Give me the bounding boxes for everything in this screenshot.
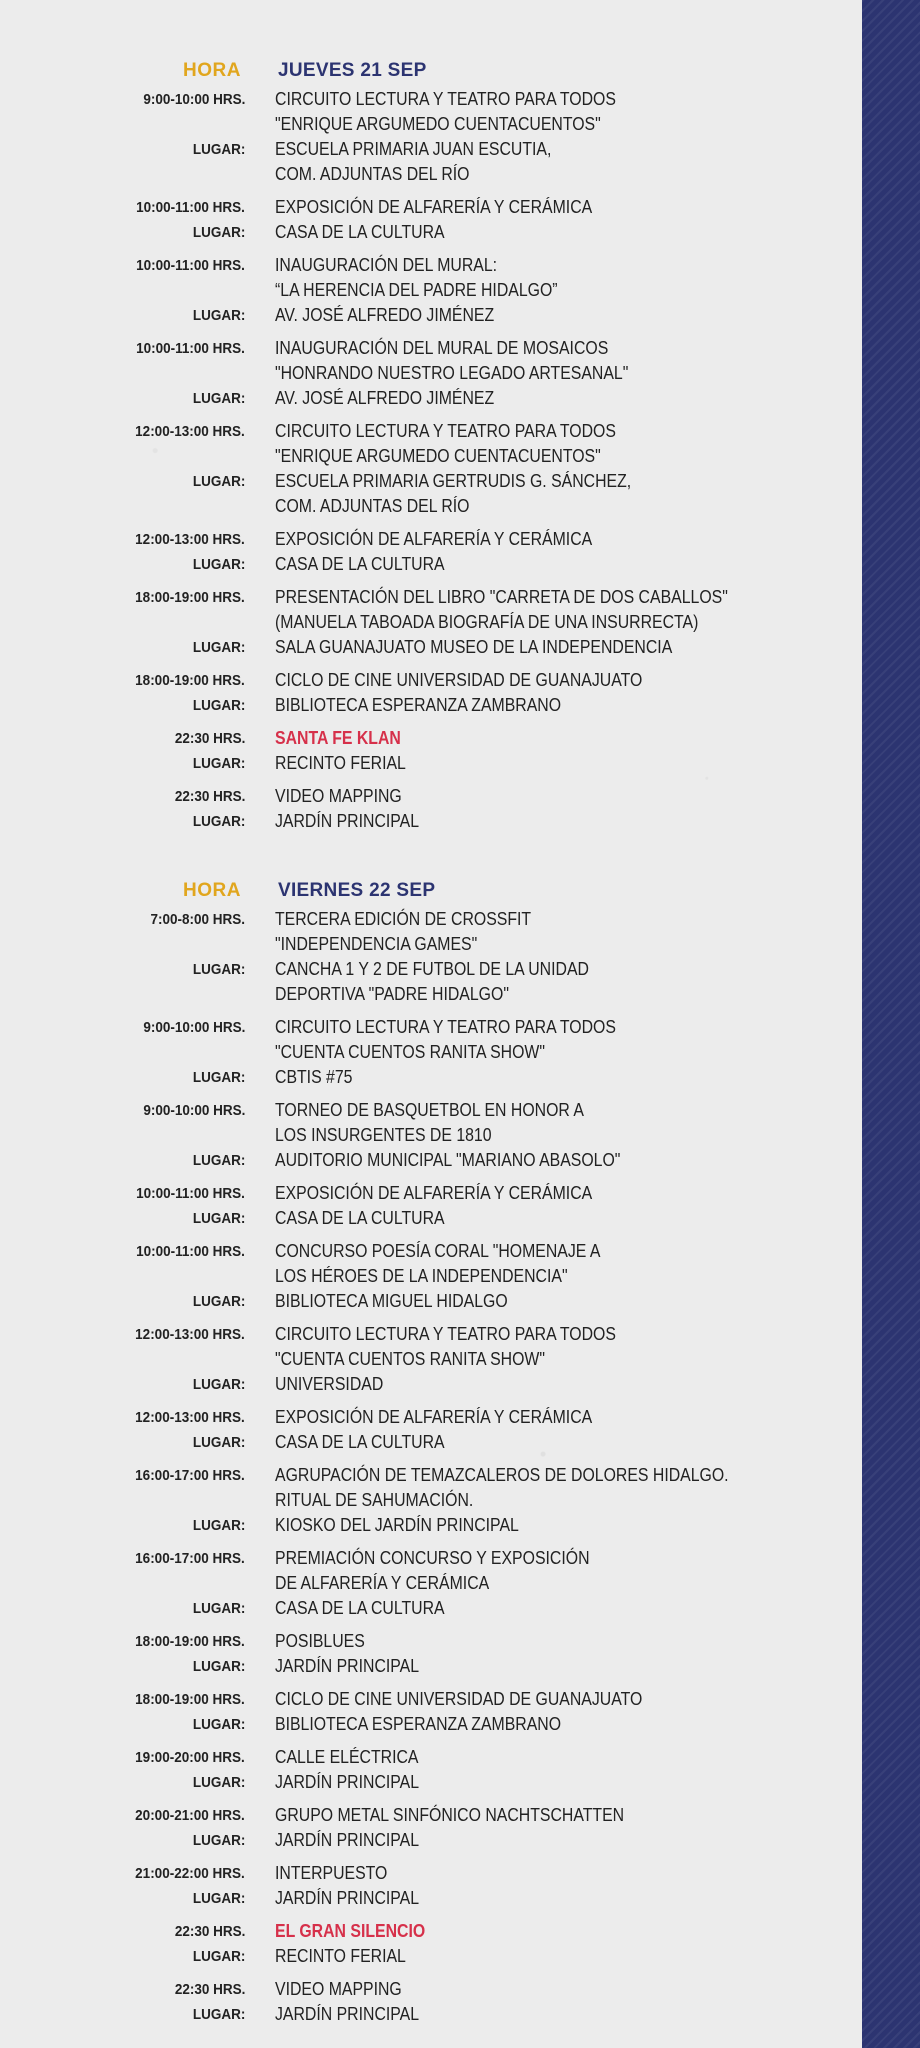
event-line [0,420,862,445]
place-line [0,387,862,412]
lugar-label: LUGAR: [192,556,245,573]
event-line [0,1265,862,1290]
lugar-label: LUGAR: [192,1948,245,1965]
event-line [0,1547,862,1572]
event-time: 22:30 HRS. [174,788,245,805]
lugar-label: LUGAR: [192,1069,245,1086]
event-venue: KIOSKO DEL JARDÍN PRINCIPAL [275,1515,519,1535]
event-line [0,1406,862,1431]
event-time: 18:00-19:00 HRS. [135,589,245,606]
event-venue: AV. JOSÉ ALFREDO JIMÉNEZ [275,388,495,408]
place-line [0,636,862,661]
lugar-label: LUGAR: [192,1774,245,1791]
place-line [0,958,862,983]
event-venue: ESCUELA PRIMARIA JUAN ESCUTIA, [275,139,552,159]
event-entry [0,1240,862,1315]
lugar-label: LUGAR: [192,1832,245,1849]
event-line [0,933,862,958]
event-title: “LA HERENCIA DEL PADRE HIDALGO” [275,280,558,300]
event-entry [0,196,862,246]
place-line [0,138,862,163]
lugar-label: LUGAR: [192,1210,245,1227]
event-time: 9:00-10:00 HRS. [142,1019,245,1036]
place-line [0,1431,862,1456]
event-venue: UNIVERSIDAD [275,1374,384,1394]
event-venue: JARDÍN PRINCIPAL [275,2004,420,2024]
event-time: 19:00-20:00 HRS. [135,1749,245,1766]
event-time: 12:00-13:00 HRS. [135,423,245,440]
event-venue: JARDÍN PRINCIPAL [275,1888,420,1908]
event-time: 10:00-11:00 HRS. [136,257,245,274]
lugar-label: LUGAR: [192,639,245,656]
lugar-label: LUGAR: [192,1434,245,1451]
event-entry [0,586,862,661]
event-title: INTERPUESTO [275,1863,388,1883]
place-line [0,1655,862,1680]
event-time: 10:00-11:00 HRS. [136,199,245,216]
event-line [0,88,862,113]
event-time: 12:00-13:00 HRS. [135,1409,245,1426]
place-line [0,221,862,246]
event-line [0,1746,862,1771]
place-line [0,1771,862,1796]
event-venue: CASA DE LA CULTURA [275,1208,445,1228]
event-time: 10:00-11:00 HRS. [136,1243,245,1260]
place-line [0,810,862,835]
event-venue: BIBLIOTECA ESPERANZA ZAMBRANO [275,695,562,715]
event-venue: AV. JOSÉ ALFREDO JIMÉNEZ [275,305,495,325]
event-title: PREMIACIÓN CONCURSO Y EXPOSICIÓN [275,1548,590,1568]
place-line [0,1597,862,1622]
event-title: "CUENTA CUENTOS RANITA SHOW" [275,1042,545,1062]
event-line [0,1862,862,1887]
event-entry [0,1862,862,1912]
event-title: RITUAL DE SAHUMACIÓN. [275,1490,474,1510]
event-line [0,1630,862,1655]
lugar-label: LUGAR: [192,1658,245,1675]
event-venue: CANCHA 1 Y 2 DE FUTBOL DE LA UNIDAD [275,959,589,979]
event-time: 18:00-19:00 HRS. [135,1691,245,1708]
event-title: LOS INSURGENTES DE 1810 [275,1125,492,1145]
event-line [0,1041,862,1066]
place-line [0,1373,862,1398]
day-schedule-viernes [0,880,862,2036]
event-entry [0,1016,862,1091]
event-line [0,586,862,611]
event-entry [0,669,862,719]
lugar-label: LUGAR: [192,141,245,158]
day-heading: JUEVES 21 SEP [278,60,427,81]
event-line [0,1489,862,1514]
lugar-label: LUGAR: [192,1600,245,1617]
event-time: 10:00-11:00 HRS. [136,1185,245,1202]
event-venue: CASA DE LA CULTURA [275,222,445,242]
event-line [0,727,862,752]
event-line [0,611,862,636]
place-line [0,694,862,719]
event-time: 12:00-13:00 HRS. [135,531,245,548]
event-line [0,279,862,304]
place-line [0,1290,862,1315]
event-venue: BIBLIOTECA ESPERANZA ZAMBRANO [275,1714,562,1734]
event-line [0,1572,862,1597]
event-title: CONCURSO POESÍA CORAL "HOMENAJE A [275,1241,601,1261]
lugar-label: LUGAR: [192,473,245,490]
place-line [0,495,862,520]
event-line [0,254,862,279]
lugar-label: LUGAR: [192,1517,245,1534]
event-venue: AUDITORIO MUNICIPAL "MARIANO ABASOLO" [275,1150,621,1170]
hora-heading: HORA [183,60,241,81]
event-time: 22:30 HRS. [174,730,245,747]
event-line [0,1099,862,1124]
event-entry [0,1547,862,1622]
event-entry [0,337,862,412]
event-line [0,1464,862,1489]
event-line [0,1348,862,1373]
event-line [0,196,862,221]
event-line [0,1323,862,1348]
featured-artist: EL GRAN SILENCIO [275,1921,426,1941]
event-line [0,1920,862,1945]
event-entry [0,785,862,835]
event-venue: RECINTO FERIAL [275,1946,406,1966]
event-title: EXPOSICIÓN DE ALFARERÍA Y CERÁMICA [275,197,593,217]
event-line [0,908,862,933]
place-line [0,2003,862,2028]
lugar-label: LUGAR: [192,224,245,241]
event-line [0,1978,862,2003]
place-line [0,1207,862,1232]
event-time: 18:00-19:00 HRS. [135,672,245,689]
event-title: AGRUPACIÓN DE TEMAZCALEROS DE DOLORES HIDALGO. [275,1465,729,1485]
event-entry [0,908,862,1008]
event-title: EXPOSICIÓN DE ALFARERÍA Y CERÁMICA [275,1183,593,1203]
featured-artist: SANTA FE KLAN [275,728,401,748]
event-title: EXPOSICIÓN DE ALFARERÍA Y CERÁMICA [275,1407,593,1427]
event-time: 12:00-13:00 HRS. [135,1326,245,1343]
lugar-label: LUGAR: [192,1890,245,1907]
event-venue: JARDÍN PRINCIPAL [275,1772,420,1792]
event-line [0,445,862,470]
hora-heading: HORA [183,880,241,901]
place-line [0,304,862,329]
lugar-label: LUGAR: [192,390,245,407]
event-line [0,337,862,362]
event-line [0,1804,862,1829]
event-list [0,88,862,835]
place-line [0,1066,862,1091]
event-venue: JARDÍN PRINCIPAL [275,1656,420,1676]
event-venue: CBTIS #75 [275,1067,353,1087]
place-line [0,1945,862,1970]
event-time: 7:00-8:00 HRS. [150,911,245,928]
event-line [0,113,862,138]
event-title: (MANUELA TABOADA BIOGRAFÍA DE UNA INSURRECTA) [275,612,699,632]
event-line [0,1182,862,1207]
place-line [0,983,862,1008]
event-venue: CASA DE LA CULTURA [275,1432,445,1452]
event-venue: CASA DE LA CULTURA [275,554,445,574]
event-venue: DEPORTIVA "PADRE HIDALGO" [275,984,509,1004]
event-entry [0,1746,862,1796]
lugar-label: LUGAR: [192,813,245,830]
event-line [0,1124,862,1149]
event-title: DE ALFARERÍA Y CERÁMICA [275,1573,490,1593]
event-title: CIRCUITO LECTURA Y TEATRO PARA TODOS [275,421,616,441]
event-time: 9:00-10:00 HRS. [142,91,245,108]
event-line [0,362,862,387]
place-line [0,1829,862,1854]
place-line [0,1149,862,1174]
event-entry [0,1630,862,1680]
event-venue: ESCUELA PRIMARIA GERTRUDIS G. SÁNCHEZ, [275,471,632,491]
event-entry [0,1099,862,1174]
event-line [0,669,862,694]
lugar-label: LUGAR: [192,1716,245,1733]
event-entry [0,1978,862,2028]
event-title: VIDEO MAPPING [275,786,402,806]
event-title: "ENRIQUE ARGUMEDO CUENTACUENTOS" [275,446,601,466]
day-schedule-jueves [0,60,862,843]
event-venue: BIBLIOTECA MIGUEL HIDALGO [275,1291,508,1311]
event-entry [0,1920,862,1970]
day-header [0,60,862,88]
event-time: 16:00-17:00 HRS. [135,1550,245,1567]
event-venue: CASA DE LA CULTURA [275,1598,445,1618]
event-line [0,1688,862,1713]
event-entry [0,88,862,188]
place-line [0,752,862,777]
event-time: 22:30 HRS. [174,1923,245,1940]
event-time: 9:00-10:00 HRS. [142,1102,245,1119]
event-title: "CUENTA CUENTOS RANITA SHOW" [275,1349,545,1369]
event-entry [0,254,862,329]
event-title: CIRCUITO LECTURA Y TEATRO PARA TODOS [275,89,616,109]
event-line [0,528,862,553]
event-title: CIRCUITO LECTURA Y TEATRO PARA TODOS [275,1324,616,1344]
event-title: TERCERA EDICIÓN DE CROSSFIT [275,909,532,929]
event-entry [0,727,862,777]
lugar-label: LUGAR: [192,1152,245,1169]
place-line [0,163,862,188]
lugar-label: LUGAR: [192,697,245,714]
event-title: CALLE ELÉCTRICA [275,1747,419,1767]
event-title: "ENRIQUE ARGUMEDO CUENTACUENTOS" [275,114,601,134]
event-line [0,1240,862,1265]
event-time: 22:30 HRS. [174,1981,245,1998]
event-time: 16:00-17:00 HRS. [135,1467,245,1484]
event-venue: RECINTO FERIAL [275,753,406,773]
event-title: "HONRANDO NUESTRO LEGADO ARTESANAL" [275,363,629,383]
event-title: CICLO DE CINE UNIVERSIDAD DE GUANAJUATO [275,1689,643,1709]
event-title: EXPOSICIÓN DE ALFARERÍA Y CERÁMICA [275,529,593,549]
event-line [0,1016,862,1041]
event-entry [0,1406,862,1456]
event-venue: SALA GUANAJUATO MUSEO DE LA INDEPENDENCIA [275,637,673,657]
event-entry [0,1323,862,1398]
event-title: PRESENTACIÓN DEL LIBRO "CARRETA DE DOS CABALLOS" [275,587,728,607]
event-list [0,908,862,2028]
event-time: 10:00-11:00 HRS. [136,340,245,357]
lugar-label: LUGAR: [192,1293,245,1310]
event-entry [0,1688,862,1738]
event-title: GRUPO METAL SINFÓNICO NACHTSCHATTEN [275,1805,625,1825]
event-title: POSIBLUES [275,1631,365,1651]
event-title: TORNEO DE BASQUETBOL EN HONOR A [275,1100,584,1120]
place-line [0,1514,862,1539]
event-entry [0,1464,862,1539]
event-time: 20:00-21:00 HRS. [135,1807,245,1824]
event-venue: JARDÍN PRINCIPAL [275,1830,420,1850]
event-entry [0,1182,862,1232]
lugar-label: LUGAR: [192,307,245,324]
lugar-label: LUGAR: [192,2006,245,2023]
event-venue: JARDÍN PRINCIPAL [275,811,420,831]
event-title: "INDEPENDENCIA GAMES" [275,934,478,954]
event-title: CIRCUITO LECTURA Y TEATRO PARA TODOS [275,1017,616,1037]
lugar-label: LUGAR: [192,1376,245,1393]
event-time: 18:00-19:00 HRS. [135,1633,245,1650]
place-line [0,553,862,578]
event-line [0,785,862,810]
event-title: CICLO DE CINE UNIVERSIDAD DE GUANAJUATO [275,670,643,690]
event-title: VIDEO MAPPING [275,1979,402,1999]
event-venue: COM. ADJUNTAS DEL RÍO [275,164,470,184]
event-title: LOS HÉROES DE LA INDEPENDENCIA" [275,1266,568,1286]
event-venue: COM. ADJUNTAS DEL RÍO [275,496,470,516]
event-entry [0,420,862,520]
day-header [0,880,862,908]
event-title: INAUGURACIÓN DEL MURAL DE MOSAICOS [275,338,609,358]
event-time: 21:00-22:00 HRS. [135,1865,245,1882]
place-line [0,1887,862,1912]
event-entry [0,1804,862,1854]
decorative-side-band [862,0,920,2048]
place-line [0,1713,862,1738]
event-entry [0,528,862,578]
lugar-label: LUGAR: [192,961,245,978]
place-line [0,470,862,495]
event-title: INAUGURACIÓN DEL MURAL: [275,255,498,275]
day-heading: VIERNES 22 SEP [278,880,436,901]
lugar-label: LUGAR: [192,755,245,772]
